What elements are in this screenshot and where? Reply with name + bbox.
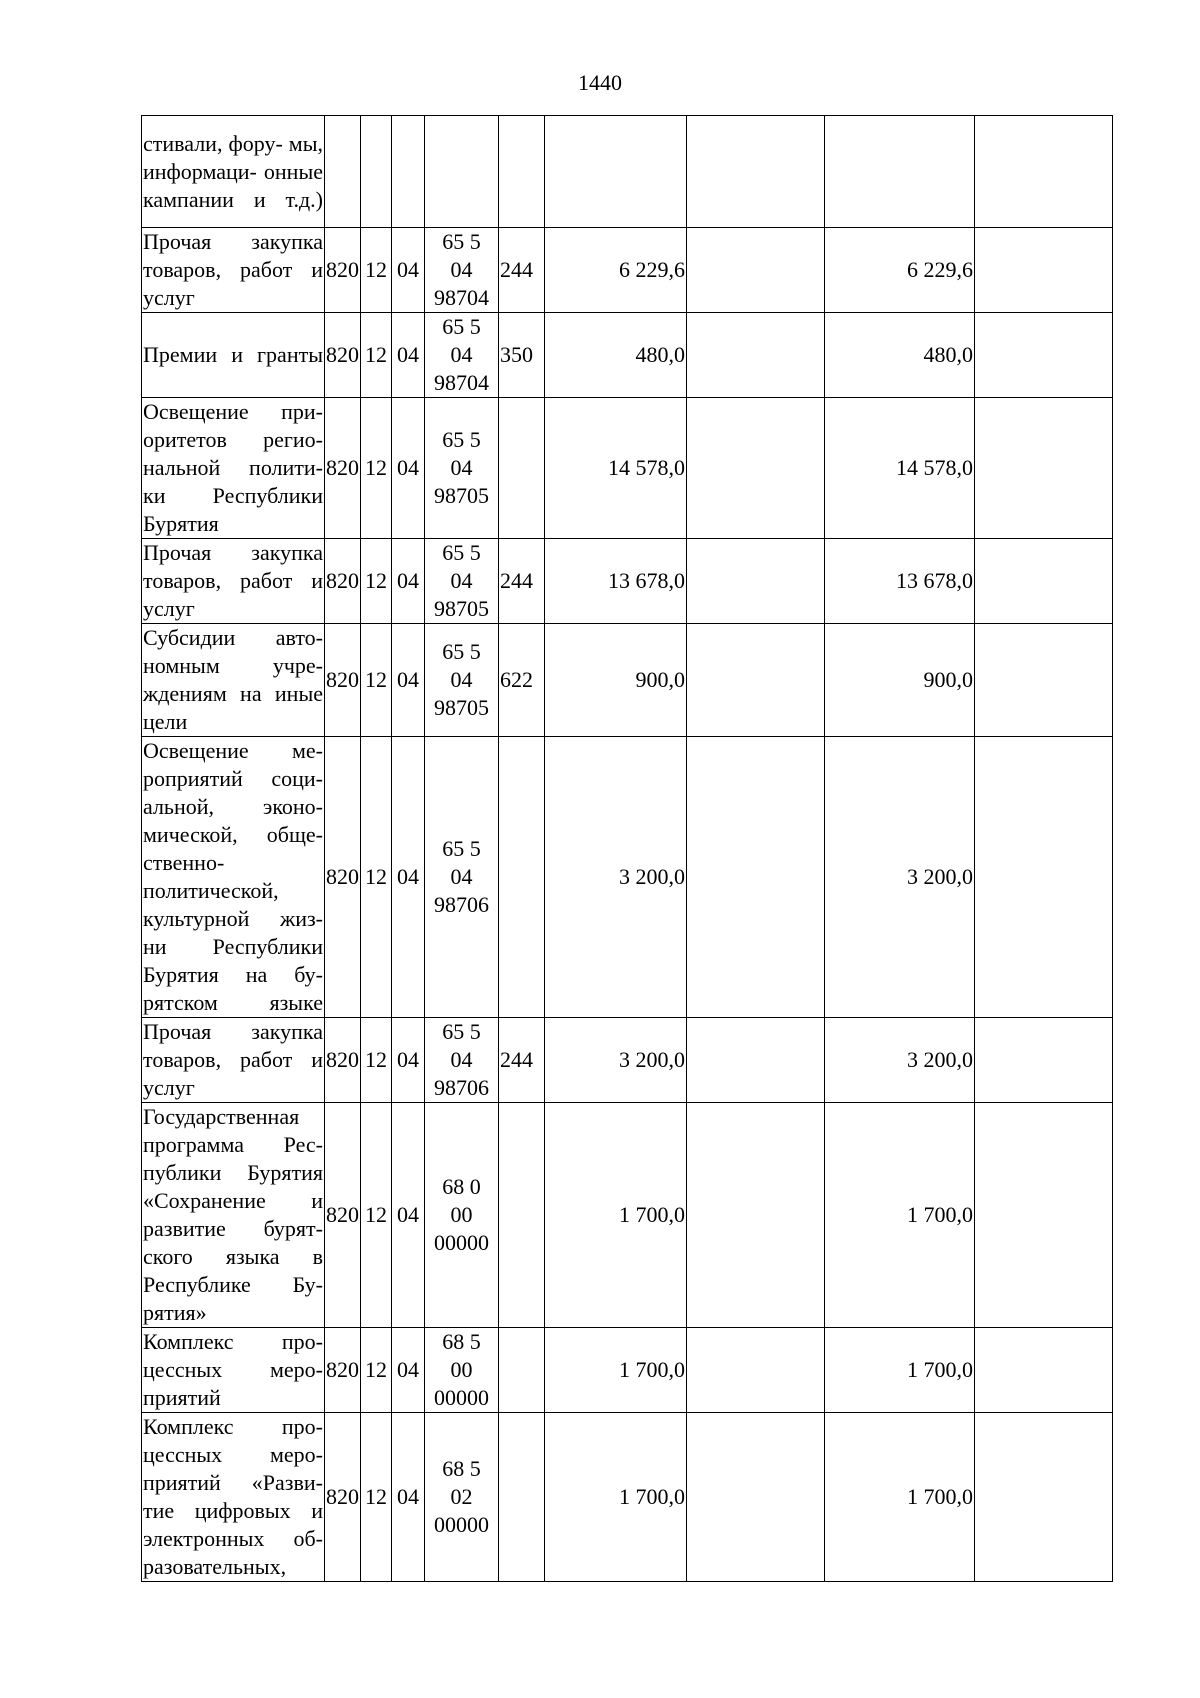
row-sum-2: [687, 1328, 825, 1413]
table-row: [142, 539, 1113, 624]
row-sum-4: [975, 228, 1113, 313]
row-sum-2: [687, 1103, 825, 1328]
row-name: Премии и гранты: [142, 313, 325, 398]
row-subsection: 04: [392, 1103, 425, 1328]
row-sum-3: 13 678,0: [825, 539, 975, 624]
row-expense-type: 622: [499, 624, 545, 737]
row-section: [361, 116, 392, 228]
row-grbs: [325, 116, 361, 228]
row-expense-type: 244: [499, 539, 545, 624]
row-subsection: 04: [392, 737, 425, 1018]
row-sum-4: [975, 116, 1113, 228]
row-name: Комплекс про- цессных меро- приятий «Разви- тие цифровых и электронных об- разовательных,: [142, 1413, 325, 1582]
row-target-article: 65 5 04 98706: [425, 737, 499, 1018]
table-row: [142, 1103, 1113, 1328]
row-grbs: 820: [325, 1328, 361, 1413]
row-section: 12: [361, 624, 392, 737]
row-sum-1: [545, 116, 687, 228]
row-sum-2: [687, 624, 825, 737]
row-section: 12: [361, 313, 392, 398]
row-target-article: 65 5 04 98705: [425, 539, 499, 624]
row-subsection: 04: [392, 1018, 425, 1103]
row-expense-type: [499, 1328, 545, 1413]
row-target-article: 65 5 04 98704: [425, 313, 499, 398]
row-target-article: 65 5 04 98705: [425, 398, 499, 539]
row-subsection: 04: [392, 398, 425, 539]
row-grbs: 820: [325, 539, 361, 624]
row-sum-1: 14 578,0: [545, 398, 687, 539]
row-name: Прочая закупка товаров, работ и услуг: [142, 1018, 325, 1103]
row-sum-4: [975, 624, 1113, 737]
row-sum-3: 3 200,0: [825, 1018, 975, 1103]
row-sum-1: 900,0: [545, 624, 687, 737]
table-row: [142, 624, 1113, 737]
row-sum-1: 13 678,0: [545, 539, 687, 624]
row-target-article: 68 5 00 00000: [425, 1328, 499, 1413]
row-section: 12: [361, 1413, 392, 1582]
row-sum-3: 14 578,0: [825, 398, 975, 539]
row-grbs: 820: [325, 313, 361, 398]
row-sum-1: 3 200,0: [545, 1018, 687, 1103]
row-target-article: 68 0 00 00000: [425, 1103, 499, 1328]
row-expense-type: [499, 737, 545, 1018]
row-sum-3: 3 200,0: [825, 737, 975, 1018]
row-grbs: 820: [325, 737, 361, 1018]
row-sum-1: 3 200,0: [545, 737, 687, 1018]
row-sum-3: 1 700,0: [825, 1103, 975, 1328]
row-subsection: 04: [392, 313, 425, 398]
row-expense-type: [499, 1103, 545, 1328]
row-sum-3: 6 229,6: [825, 228, 975, 313]
row-sum-4: [975, 313, 1113, 398]
row-sum-1: 6 229,6: [545, 228, 687, 313]
table-row: [142, 1413, 1113, 1582]
row-name: Субсидии авто- номным учре- ждениям на иные цели: [142, 624, 325, 737]
row-subsection: [392, 116, 425, 228]
row-sum-1: 1 700,0: [545, 1103, 687, 1328]
row-sum-2: [687, 313, 825, 398]
row-name: Прочая закупка товаров, работ и услуг: [142, 228, 325, 313]
row-target-article: [425, 116, 499, 228]
row-grbs: 820: [325, 398, 361, 539]
table-row: [142, 1328, 1113, 1413]
row-target-article: 65 5 04 98706: [425, 1018, 499, 1103]
table-row: [142, 228, 1113, 313]
row-sum-2: [687, 1018, 825, 1103]
row-subsection: 04: [392, 539, 425, 624]
row-sum-2: [687, 398, 825, 539]
row-name: Государственная программа Рес- публики Бурятия «Сохранение и развитие бурят- ского языка в Республике Бу- рятия»: [142, 1103, 325, 1328]
row-sum-1: 1 700,0: [545, 1328, 687, 1413]
table-row: [142, 116, 1113, 228]
row-sum-2: [687, 539, 825, 624]
page-number: 1440: [578, 70, 622, 95]
row-expense-type: 244: [499, 228, 545, 313]
row-name: Освещение ме- роприятий соци- альной, эконо- мической, обще- ственно- политической, культурной жиз- ни Республики Бурятия на бу- рятском языке: [142, 737, 325, 1018]
row-subsection: 04: [392, 1328, 425, 1413]
row-expense-type: [499, 398, 545, 539]
row-target-article: 65 5 04 98705: [425, 624, 499, 737]
row-expense-type: [499, 1413, 545, 1582]
row-section: 12: [361, 228, 392, 313]
row-sum-2: [687, 116, 825, 228]
row-subsection: 04: [392, 624, 425, 737]
row-sum-4: [975, 1413, 1113, 1582]
row-target-article: 68 5 02 00000: [425, 1413, 499, 1582]
row-sum-3: 1 700,0: [825, 1328, 975, 1413]
row-grbs: 820: [325, 624, 361, 737]
row-section: 12: [361, 539, 392, 624]
row-grbs: 820: [325, 1018, 361, 1103]
row-section: 12: [361, 1328, 392, 1413]
row-section: 12: [361, 737, 392, 1018]
row-section: 12: [361, 398, 392, 539]
table-row: [142, 1018, 1113, 1103]
row-grbs: 820: [325, 1103, 361, 1328]
row-sum-3: 1 700,0: [825, 1413, 975, 1582]
row-sum-2: [687, 1413, 825, 1582]
table-row: [142, 313, 1113, 398]
row-sum-2: [687, 737, 825, 1018]
row-name: Освещение при- оритетов регио- нальной полити- ки Республики Бурятия: [142, 398, 325, 539]
row-section: 12: [361, 1018, 392, 1103]
row-sum-2: [687, 228, 825, 313]
row-expense-type: 350: [499, 313, 545, 398]
table-row: [142, 737, 1113, 1018]
row-name: Прочая закупка товаров, работ и услуг: [142, 539, 325, 624]
row-sum-1: 480,0: [545, 313, 687, 398]
budget-table: [141, 115, 1113, 1582]
row-expense-type: 244: [499, 1018, 545, 1103]
row-name: Комплекс про- цессных меро- приятий: [142, 1328, 325, 1413]
row-sum-3: [825, 116, 975, 228]
row-sum-4: [975, 1103, 1113, 1328]
row-sum-1: 1 700,0: [545, 1413, 687, 1582]
row-grbs: 820: [325, 1413, 361, 1582]
table-row: [142, 398, 1113, 539]
row-subsection: 04: [392, 1413, 425, 1582]
row-sum-3: 480,0: [825, 313, 975, 398]
row-grbs: 820: [325, 228, 361, 313]
row-sum-4: [975, 737, 1113, 1018]
row-name: стивали, фору- мы, информаци- онные кампании и т.д.): [142, 116, 325, 228]
row-sum-4: [975, 1328, 1113, 1413]
row-section: 12: [361, 1103, 392, 1328]
row-sum-4: [975, 398, 1113, 539]
row-expense-type: [499, 116, 545, 228]
row-sum-4: [975, 539, 1113, 624]
row-target-article: 65 5 04 98704: [425, 228, 499, 313]
row-sum-3: 900,0: [825, 624, 975, 737]
row-subsection: 04: [392, 228, 425, 313]
row-sum-4: [975, 1018, 1113, 1103]
